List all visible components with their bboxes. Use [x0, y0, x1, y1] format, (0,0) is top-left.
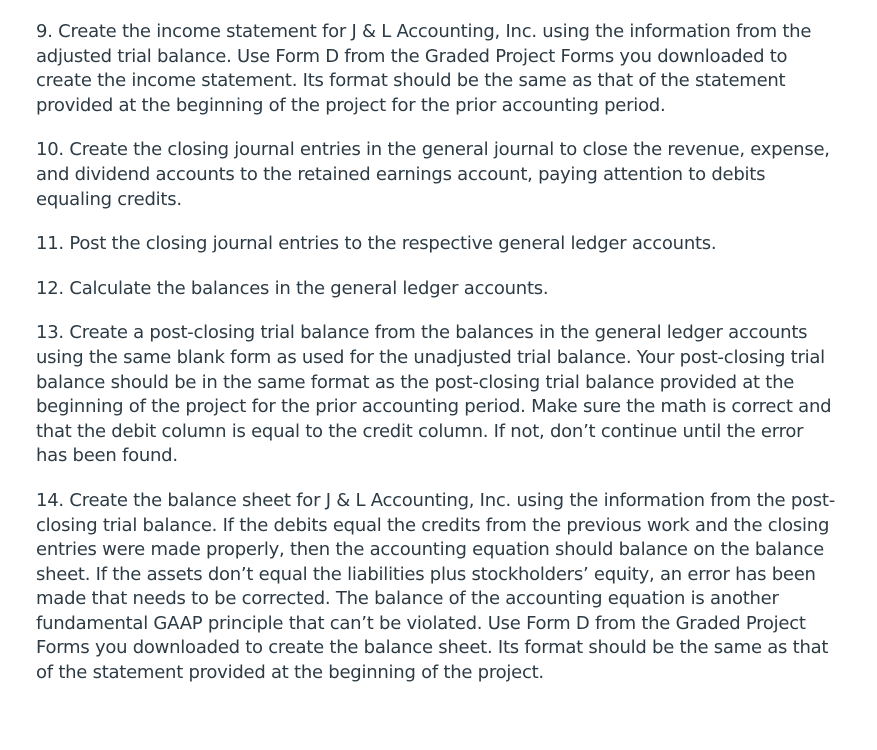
instruction-11 [36, 232, 836, 257]
instruction-number: 13. [36, 322, 64, 344]
instruction-text: Create the income statement for J & L Accounting, Inc. using the information from the adjusted trial balance. Use Form D from the Graded Project Forms you downloaded to create the income statement. Its format should be the same as that of the statement provided at the beginning of the project for the prior accounting period. [36, 21, 812, 116]
instruction-text: Calculate the balances in the general ledger accounts. [69, 277, 549, 299]
instruction-12 [36, 277, 836, 302]
instruction-10 [36, 138, 836, 212]
instruction-number: 9. [36, 21, 53, 42]
instruction-number: 14. [36, 489, 64, 511]
instruction-14 [36, 489, 836, 686]
instruction-text: Create the balance sheet for J & L Accounting, Inc. using the information from the post-closing trial balance. If the debits equal the credits from the previous work and the closing entries were made properly, then the accounting equation should balance on the balance sheet. If the assets don’t equal the liabilities plus stockholders’ equity, an error has been made that needs to be corrected. The balance of the accounting equation is another fundamental GAAP principle that can’t be violated. Use Form D from the Graded Project Forms you downloaded to create the balance sheet. Its format should be the same as that of the statement provided at the beginning of the project. [36, 489, 835, 684]
instruction-text: Create a post-closing trial balance from the balances in the general ledger accounts using the same blank form as used for the unadjusted trial balance. Your post-closing trial balance should be in the same format as the post-closing trial balance provided at the beginning of the project for the prior accounting period. Make sure the math is correct and that the debit column is equal to the credit column. If not, don’t continue until the error has been found. [36, 322, 832, 467]
instruction-13 [36, 321, 836, 469]
instruction-text: Post the closing journal entries to the respective general ledger accounts. [69, 233, 717, 255]
instructions-document [36, 20, 836, 686]
instruction-number: 11. [36, 233, 64, 255]
instruction-text: Create the closing journal entries in the general journal to close the revenue, expense, and dividend accounts to the retained earnings account, paying attention to debits equaling credits. [36, 139, 830, 210]
instruction-number: 12. [36, 277, 64, 299]
instruction-9 [36, 20, 836, 118]
instruction-number: 10. [36, 139, 64, 161]
